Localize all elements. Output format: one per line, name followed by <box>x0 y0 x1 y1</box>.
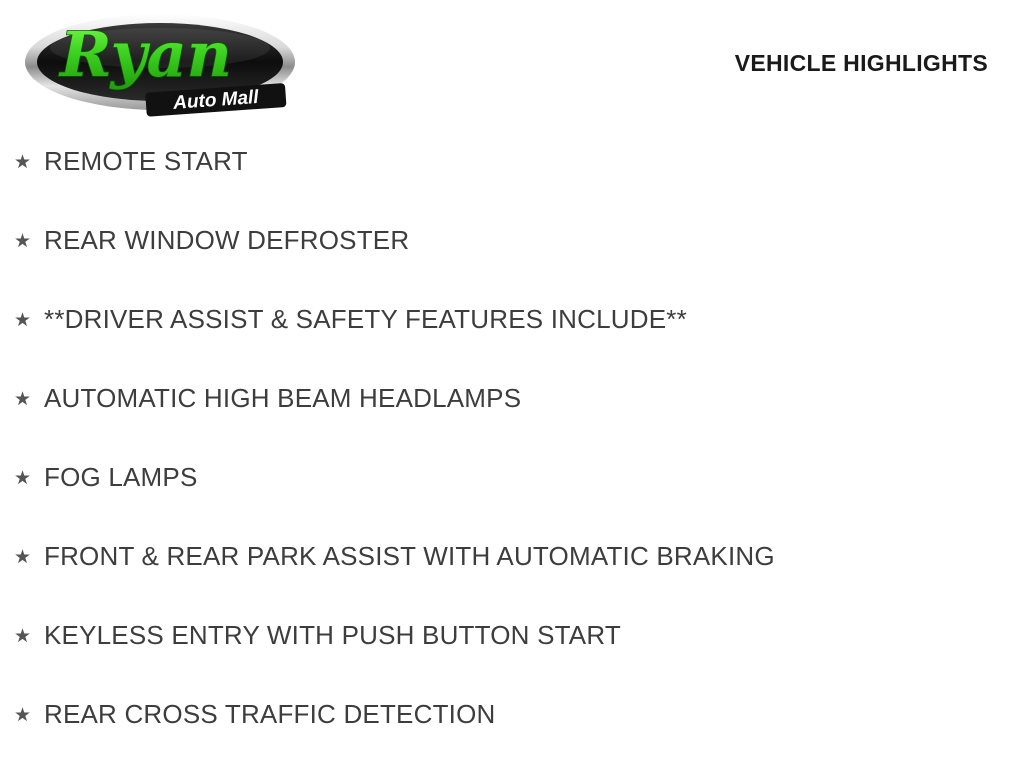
star-icon: ★ <box>14 626 32 647</box>
vehicle-highlights-list <box>0 146 1024 778</box>
logo-brand-line2: Auto Mall <box>172 86 260 114</box>
star-icon: ★ <box>14 231 32 252</box>
star-icon: ★ <box>14 547 32 568</box>
logo-brand-line1: Ryan <box>60 18 232 91</box>
highlight-label: **DRIVER ASSIST & SAFETY FEATURES INCLUDE** <box>44 304 687 334</box>
list-item <box>0 541 1024 620</box>
list-item <box>0 225 1024 304</box>
ryan-auto-mall-logo <box>18 8 303 120</box>
highlight-label: KEYLESS ENTRY WITH PUSH BUTTON START <box>44 620 621 650</box>
highlight-label: FOG LAMPS <box>44 462 198 492</box>
highlight-label: AUTOMATIC HIGH BEAM HEADLAMPS <box>44 383 522 413</box>
highlight-label: REMOTE START <box>44 146 248 176</box>
star-icon: ★ <box>14 310 32 331</box>
page-header <box>0 0 1024 130</box>
list-item <box>0 699 1024 778</box>
list-item <box>0 620 1024 699</box>
star-icon: ★ <box>14 705 32 726</box>
star-icon: ★ <box>14 389 32 410</box>
star-icon: ★ <box>14 468 32 489</box>
highlight-label: REAR WINDOW DEFROSTER <box>44 225 410 255</box>
star-icon: ★ <box>14 152 32 173</box>
list-item <box>0 462 1024 541</box>
highlight-label: REAR CROSS TRAFFIC DETECTION <box>44 699 496 729</box>
list-item <box>0 304 1024 383</box>
highlight-label: FRONT & REAR PARK ASSIST WITH AUTOMATIC BRAKING <box>44 541 775 571</box>
list-item <box>0 383 1024 462</box>
page-title: VEHICLE HIGHLIGHTS <box>734 50 988 76</box>
list-item <box>0 146 1024 225</box>
